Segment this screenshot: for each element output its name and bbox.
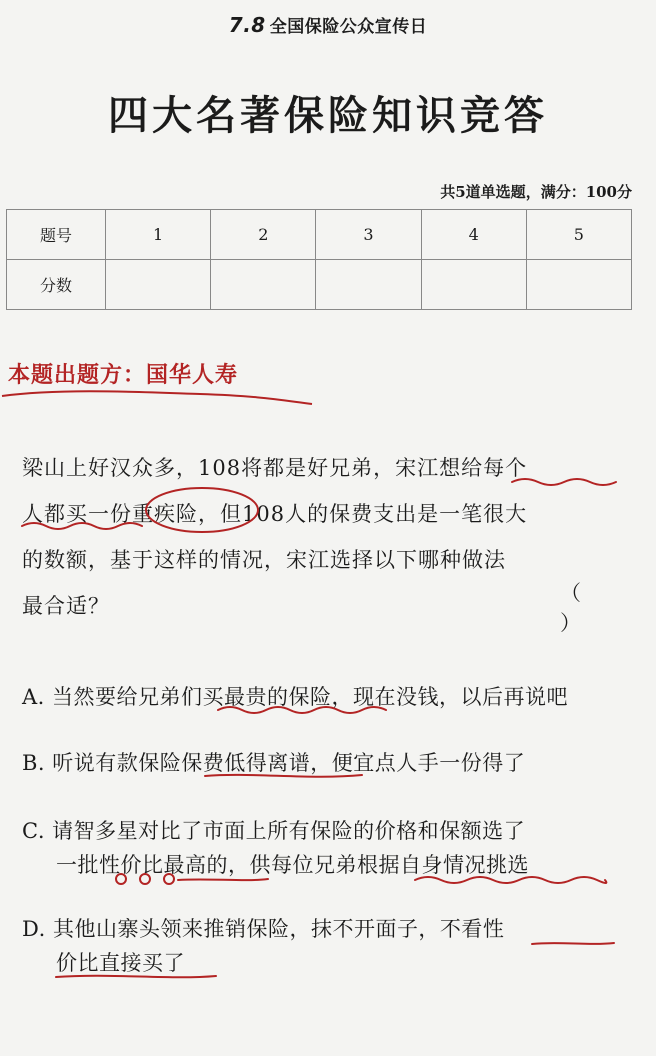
question-number-label: 题号 [7, 210, 106, 260]
score-cell[interactable] [211, 260, 316, 310]
question-number-cell: 2 [211, 210, 316, 260]
option-line: C. 请智多星对比了市面上所有保险的价格和保额选了 [22, 819, 526, 843]
question-number-cell: 5 [526, 210, 631, 260]
question-line: 的数额，基于这样的情况，宋江选择以下哪种做法 [22, 548, 506, 572]
quiz-meta: 共5道单选题，满分：100分 [440, 183, 632, 201]
option-d[interactable] [22, 912, 632, 980]
campaign-logo: 7.8 [228, 13, 266, 37]
score-cell[interactable] [526, 260, 631, 310]
score-cell[interactable] [421, 260, 526, 310]
campaign-header [0, 12, 656, 37]
option-line: 一批性价比最高的，供每位兄弟根据自身情况挑选 [56, 853, 529, 877]
question-line: 最合适？ [22, 594, 110, 618]
score-table [6, 209, 632, 310]
question-text [22, 445, 622, 629]
question-number-cell: 1 [106, 210, 211, 260]
option-c[interactable] [22, 814, 632, 882]
score-cell[interactable] [106, 260, 211, 310]
page-title: 四大名著保险知识竞答 [108, 92, 548, 139]
campaign-name: 全国保险公众宣传日 [269, 17, 428, 37]
option-b[interactable] [22, 746, 632, 780]
score-cell[interactable] [316, 260, 421, 310]
answer-blank[interactable]: （ ） [560, 581, 611, 635]
question-number-row [7, 210, 632, 260]
option-line: 价比直接买了 [56, 951, 185, 975]
option-line: A. 当然要给兄弟们买最贵的保险，现在没钱，以后再说吧 [22, 685, 569, 709]
question-number-cell: 4 [421, 210, 526, 260]
score-label: 分数 [7, 260, 106, 310]
option-a[interactable] [22, 680, 632, 714]
question-line: 梁山上好汉众多，108将都是好兄弟，宋江想给每个 [22, 456, 528, 480]
question-setter: 本题出题方：国华人寿 [8, 362, 239, 388]
score-row [7, 260, 632, 310]
option-line: D. 其他山寨头领来推销保险，抹不开面子，不看性 [22, 917, 505, 941]
setter-underline [0, 384, 320, 408]
question-line: 人都买一份重疾险，但108人的保费支出是一笔很大 [22, 502, 528, 526]
option-line: B. 听说有款保险保费低得离谱，便宜点人手一份得了 [22, 751, 526, 775]
question-number-cell: 3 [316, 210, 421, 260]
